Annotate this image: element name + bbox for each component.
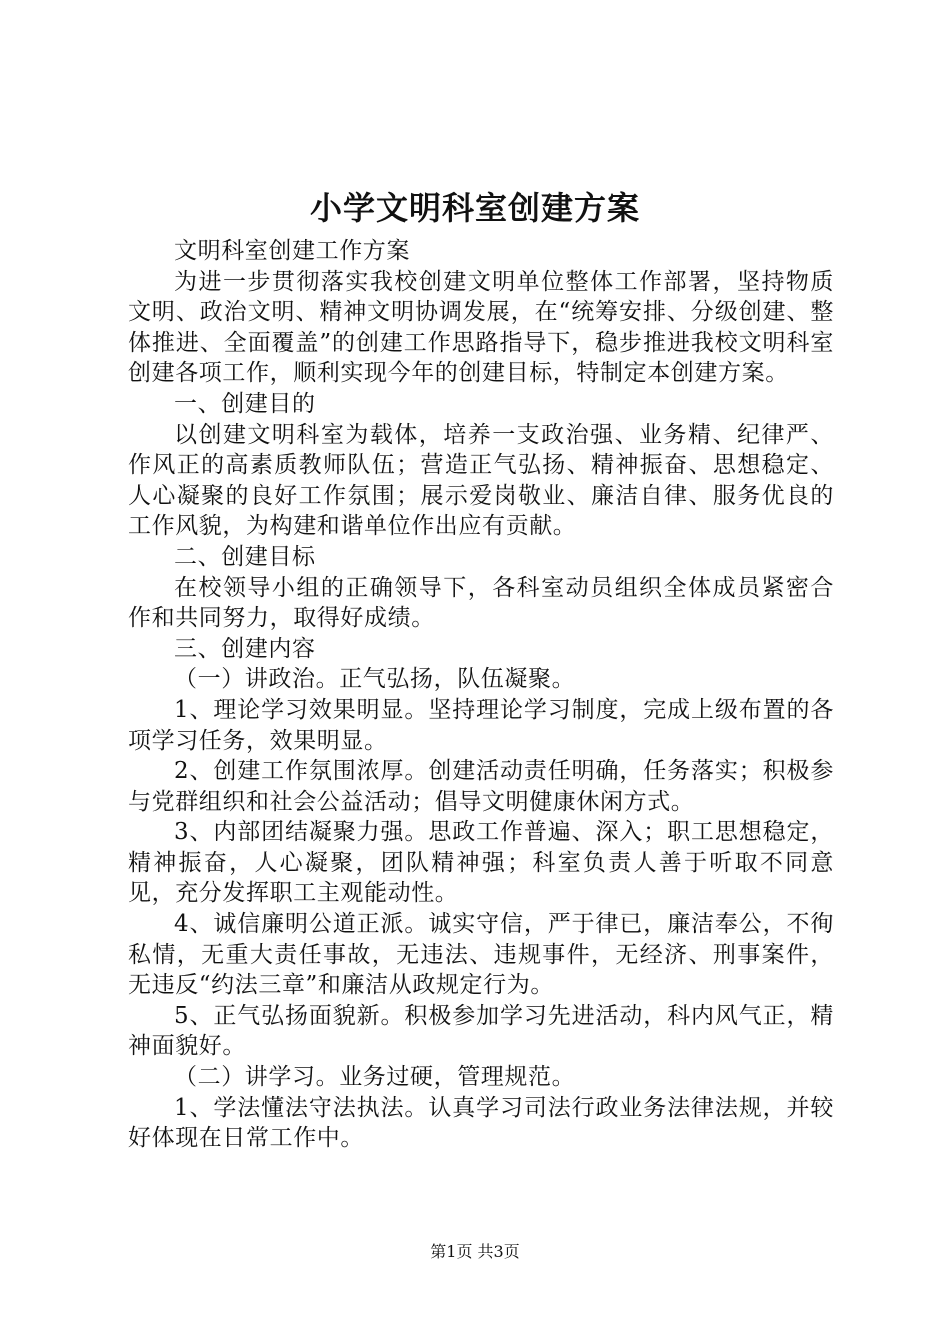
list-item: 3、内部团结凝聚力强。思政工作普遍、深入；职工思想稳定，精神振奋，人心凝聚，团队精神强；科室负责人善于听取不同意见，充分发挥职工主观能动性。 [128,819,834,907]
list-item: 2、创建工作氛围浓厚。创建活动责任明确，任务落实；积极参与党群组织和社会公益活动；倡导文明健康休闲方式。 [128,758,834,815]
heading-purpose: 一、创建目的 [174,390,316,417]
subheading-politics: （一）讲政治。正气弘扬，队伍凝聚。 [174,666,576,693]
list-item: 1、理论学习效果明显。坚持理论学习制度，完成上级布置的各项学习任务，效果明显。 [128,696,834,754]
page-number: 第1页 共3页 [430,1242,520,1261]
list-item: 1、学法懂法守法执法。认真学习司法行政业务法律法规，并较好体现在日常工作中。 [128,1094,834,1152]
subheading-study: （二）讲学习。业务过硬，管理规范。 [174,1064,576,1091]
paragraph-subtitle: 文明科室创建工作方案 [174,238,410,264]
heading-goal: 二、创建目标 [174,543,316,570]
list-item: 4、诚信廉明公道正派。诚实守信，严于律已，廉洁奉公，不徇私情，无重大责任事故，无违法、违规事件，无经济、刑事案件，无违反“约法三章”和廉洁从政规定行为。 [128,911,834,999]
paragraph-goal: 在校领导小组的正确领导下，各科室动员组织全体成员紧密合作和共同努力，取得好成绩。 [128,574,834,632]
list-item: 5、正气弘扬面貌新。积极参加学习先进活动，科内风气正，精神面貌好。 [128,1002,834,1060]
heading-content: 三、创建内容 [174,635,316,662]
document-title: 小学文明科室创建方案 [309,189,640,227]
paragraph-intro: 为进一步贯彻落实我校创建文明单位整体工作部署，坚持物质文明、政治文明、精神文明协调发展，在“统筹安排、分级创建、整体推进、全面覆盖”的创建工作思路指导下，稳步推进我校文明科室创建各项工作，顺利实现今年的创建目标，特制定本创建方案。 [128,268,834,387]
paragraph-purpose: 以创建文明科室为载体，培养一支政治强、业务精、纪律严、作风正的高素质教师队伍；营造正气弘扬、精神振奋、思想稳定、人心凝聚的良好工作氛围；展示爱岗敬业、廉洁自律、服务优良的工作风貌，为构建和谐单位作出应有贡献。 [128,421,834,540]
document-body [128,236,834,1154]
